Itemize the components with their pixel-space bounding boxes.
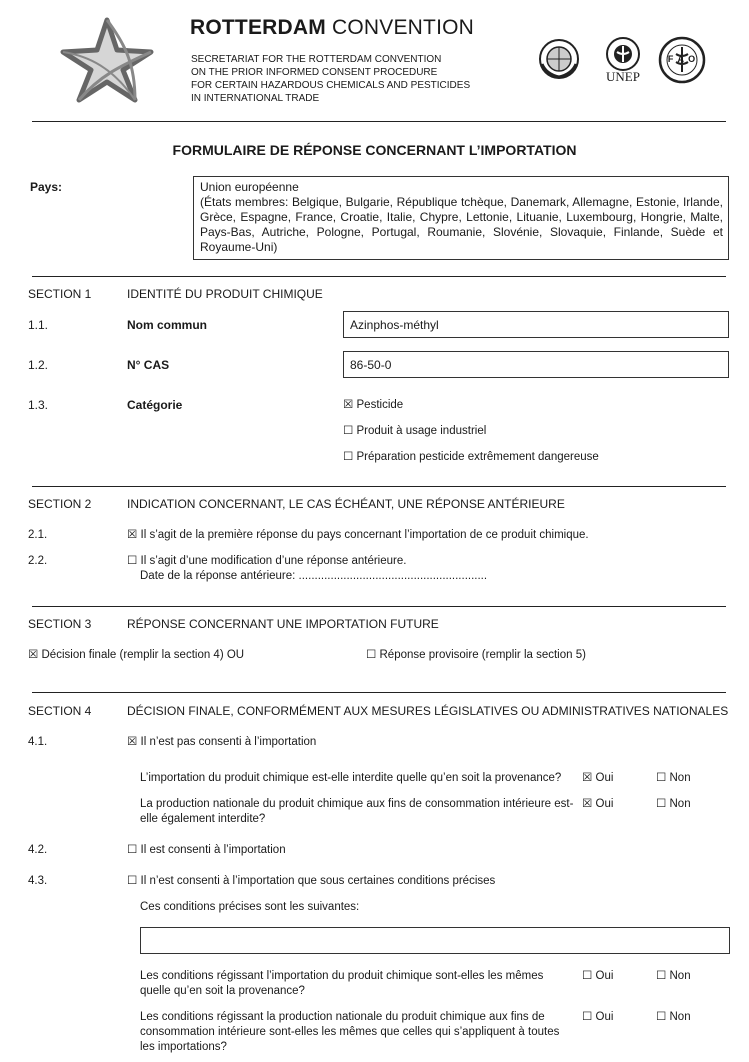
- q1-oui: ☒ Oui: [582, 772, 614, 784]
- cas-label: N° CAS: [127, 358, 170, 372]
- section1-number: SECTION 1: [28, 287, 92, 301]
- pays-member-states: (États membres: Belgique, Bulgarie, République tchèque, Danemark, Allemagne, Estonie, Irlande, Grèce, Espagne, France, Croatie, Italie, Chypre, Lettonie, Lituanie, Luxembourg, Hongrie, Malte, Pays-Bas, Autriche, Pologne, Portugal, Roumanie, Slovénie, Slovaquie, Finlande, Suède et Royaume-Uni): [200, 195, 723, 254]
- pays-line1: Union européenne: [200, 180, 299, 194]
- previous-response-date: Date de la réponse antérieure: ...........................................................: [140, 570, 488, 582]
- question-import-prohibited: L’importation du produit chimique est-elle interdite quelle qu’en soit la provenance?: [140, 772, 562, 784]
- question-conditions-domestic: Les conditions régissant la production nationale du produit chimique aux fins de consommation intérieure sont-elles les mêmes que celles qui s’appliquent à toutes les importations?: [140, 1011, 560, 1053]
- first-response-option: ☒ Il s’agit de la première réponse du pays concernant l’importation de ce produit chimique.: [127, 529, 589, 541]
- pays-label: Pays:: [30, 180, 63, 194]
- q4-oui: ☐ Oui: [582, 1011, 614, 1023]
- q3-non: ☐ Non: [656, 970, 691, 982]
- row-1-3-number: 1.3.: [28, 398, 49, 412]
- header-title: ROTTERDAM CONVENTION: [190, 16, 475, 39]
- rotterdam-star-logo: [55, 14, 159, 106]
- section2-number: SECTION 2: [28, 497, 92, 511]
- row-1-2-number: 1.2.: [28, 358, 49, 372]
- section3-divider: [32, 606, 726, 607]
- q2-non: ☐ Non: [656, 798, 691, 810]
- section4-divider: [32, 692, 726, 693]
- row-2-2-number: 2.2.: [28, 555, 48, 567]
- row-4-3-number: 4.3.: [28, 875, 48, 887]
- interim-response-option: ☐ Réponse provisoire (remplir la section 5): [366, 649, 586, 661]
- row-4-2-number: 4.2.: [28, 844, 48, 856]
- section2-divider: [32, 486, 726, 487]
- section1-divider: [32, 276, 726, 277]
- cas-value: 86-50-0: [350, 358, 392, 372]
- form-title: FORMULAIRE DE RÉPONSE CONCERNANT L’IMPORTATION: [172, 142, 577, 158]
- final-decision-option: ☒ Décision finale (remplir la section 4) OU: [28, 649, 245, 661]
- cas-field: [343, 351, 729, 378]
- unep-label: UNEP: [606, 69, 640, 84]
- conditional-consent-option: ☐ Il n’est consenti à l’importation que sous certaines conditions précises: [127, 875, 496, 887]
- section1-title: IDENTITÉ DU PRODUIT CHIMIQUE: [127, 287, 323, 301]
- q1-non: ☐ Non: [656, 772, 691, 784]
- no-consent-option: ☒ Il n’est pas consenti à l’importation: [127, 736, 317, 748]
- section4-number: SECTION 4: [28, 704, 92, 718]
- un-emblem-icon: [538, 38, 580, 80]
- category-pesticide: ☒ Pesticide: [343, 399, 404, 411]
- q2-oui: ☒ Oui: [582, 798, 614, 810]
- q3-oui: ☐ Oui: [582, 970, 614, 982]
- conditions-field: [140, 927, 730, 954]
- row-2-1-number: 2.1.: [28, 529, 48, 541]
- consent-option: ☐ Il est consenti à l’importation: [127, 844, 286, 856]
- category-industrial: ☐ Produit à usage industriel: [343, 425, 487, 437]
- row-1-1-number: 1.1.: [28, 318, 49, 332]
- header-divider: [32, 121, 726, 122]
- section3-title: RÉPONSE CONCERNANT UNE IMPORTATION FUTURE: [127, 617, 439, 631]
- q4-non: ☐ Non: [656, 1011, 691, 1023]
- section2-title: INDICATION CONCERNANT, LE CAS ÉCHÉANT, UNE RÉPONSE ANTÉRIEURE: [127, 497, 565, 511]
- categorie-label: Catégorie: [127, 398, 183, 412]
- nom-commun-label: Nom commun: [127, 318, 208, 332]
- fao-letters: F A O: [667, 54, 697, 64]
- header-subtitle: SECRETARIAT FOR THE ROTTERDAM CONVENTION ON THE PRIOR INFORMED CONSENT PROCEDURE FOR CERTAIN HAZARDOUS CHEMICALS AND PESTICIDES IN INTERNATIONAL TRADE: [191, 54, 471, 104]
- row-4-1-number: 4.1.: [28, 736, 48, 748]
- section4-title: DÉCISION FINALE, CONFORMÉMENT AUX MESURES LÉGISLATIVES OU ADMINISTRATIVES NATIONALES: [127, 704, 729, 718]
- modification-option: ☐ Il s’agit d’une modification d’une réponse antérieure.: [127, 555, 407, 567]
- question-domestic-production: La production nationale du produit chimique aux fins de consommation intérieure est-elle également interdite?: [140, 798, 574, 825]
- category-severely-hazardous: ☐ Préparation pesticide extrêmement dangereuse: [343, 451, 599, 463]
- question-conditions-same-source: Les conditions régissant l’importation du produit chimique sont-elles les mêmes quelle qu’en soit la provenance?: [140, 970, 544, 997]
- conditions-label: Ces conditions précises sont les suivantes:: [140, 901, 360, 913]
- section3-number: SECTION 3: [28, 617, 92, 631]
- nom-commun-value: Azinphos-méthyl: [350, 318, 439, 332]
